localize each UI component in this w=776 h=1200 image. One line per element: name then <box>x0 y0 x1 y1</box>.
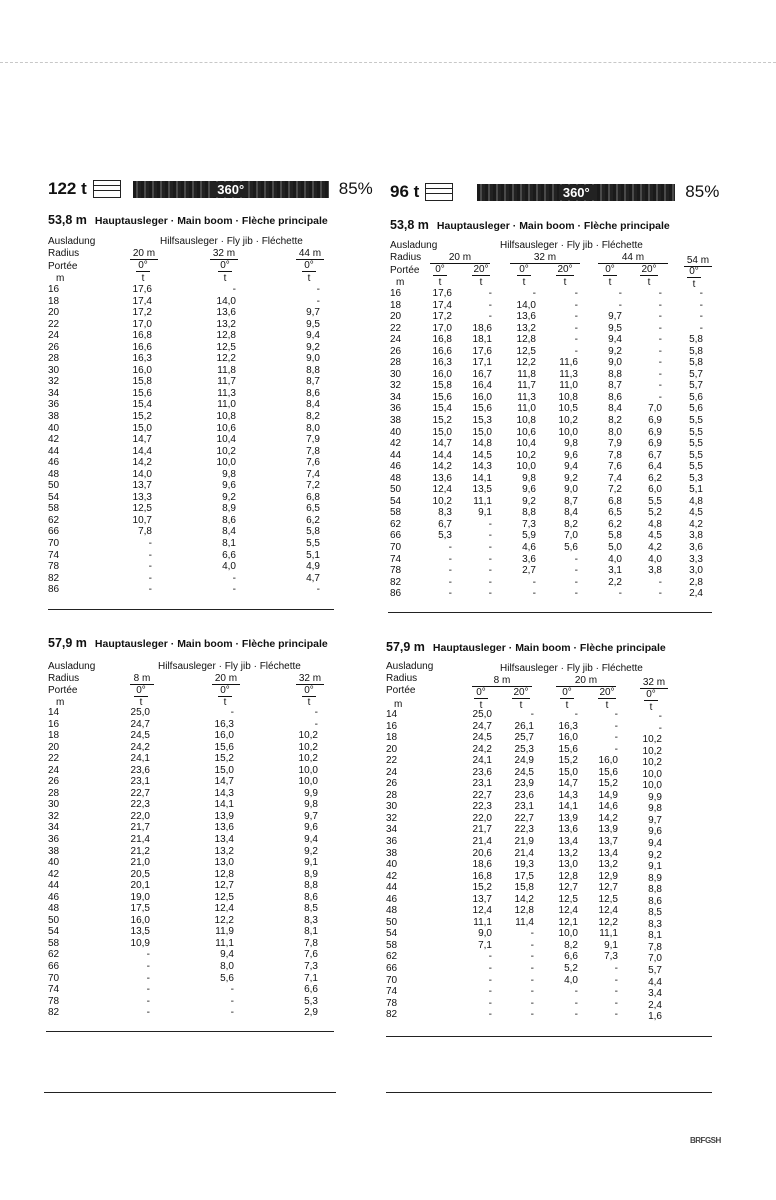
capacity-column: - 14,0 13,6 13,2 12,8 12,5 12,2 11,8 11,7 11,3 11,0 10,8 10,6 10,4 10,2 10,0 9,8 9,6 9,2 8,9 8,6 8,4 8,1 6,6 4,0 - - <box>216 284 236 596</box>
label-portee: Portée <box>48 685 78 696</box>
jib-angle: 0° <box>136 260 150 272</box>
fly-jib-heading: Hilfsausleger · Fly jib · Fléchette <box>500 663 643 674</box>
unit-t: t <box>565 700 569 711</box>
jib-angle: 20° <box>599 687 615 698</box>
footer-rule <box>386 1092 712 1093</box>
label-radius: Radius <box>386 673 418 684</box>
counterweight-percent: 85% <box>338 179 373 198</box>
label-ausladung: Ausladung <box>48 236 96 247</box>
table-title <box>386 640 666 654</box>
jib-angle: 0° <box>517 264 531 276</box>
label-unit-m: m <box>394 699 403 710</box>
fly-jib-heading: Hilfsausleger · Fly jib · Fléchette <box>158 661 301 672</box>
capacity-column: - - 9,7 9,5 9,4 9,2 9,0 8,8 8,7 8,6 8,4 8,2 8,0 7,9 7,8 7,6 7,4 7,2 6,8 6,5 6,2 5,8 5,5 5,1 4,9 4,7 - <box>306 284 320 596</box>
unit-t: t <box>438 277 442 288</box>
capacity-column: - 16,3 16,0 15,6 15,2 15,0 14,7 14,3 14,1 13,9 13,6 13,4 13,2 13,0 12,8 12,7 12,5 12,4 12,2 11,9 11,1 9,4 8,0 5,6 - - - <box>214 707 234 1019</box>
unit-t: t <box>522 277 526 288</box>
capacity-column: - - 10,2 10,2 10,2 10,0 10,0 9,9 9,8 9,7 9,6 9,4 9,2 9,1 8,9 8,8 8,6 8,5 8,3 8,1 7,8 7,0 5,7 4,4 3,4 2,4 1,6 <box>642 711 662 1023</box>
outrigger-icon <box>425 183 453 201</box>
unit-t: t <box>649 702 653 713</box>
jib-angle: 20° <box>557 264 573 275</box>
boom-description: Hauptausleger · Main boom · Flèche principale <box>94 638 328 650</box>
load-capacity: 122 t <box>48 179 87 198</box>
jib-length: 54 m <box>684 255 712 267</box>
radius-column: 14 16 18 20 22 24 26 28 30 32 34 36 38 40 42 44 46 48 50 54 58 62 66 70 74 78 82 <box>386 709 398 1021</box>
jib-angle: 0° <box>644 689 658 701</box>
load-capacity: 96 t <box>390 182 420 201</box>
footer-mark: BRFGSH <box>690 1136 721 1145</box>
jib-angle: 20° <box>473 264 489 275</box>
capacity-column: 17,6 17,4 17,2 17,0 16,8 16,6 16,3 16,0 15,8 15,6 15,4 15,2 15,0 14,7 14,4 14,2 14,0 13,7 13,3 12,5 10,7 7,8 - - - - - <box>132 284 152 596</box>
jib-length: 8 m <box>472 675 532 687</box>
unit-t: t <box>307 697 311 708</box>
unit-t: t <box>139 697 143 708</box>
jib-length: 32 m <box>210 248 238 260</box>
capacity-column: - 26,1 25,7 25,3 24,9 24,5 23,9 23,6 23,1 22,7 22,3 21,9 21,4 19,3 17,5 15,8 14,2 12,8 11,4 - - - - - - - - <box>514 709 534 1021</box>
capacity-column: - - 9,7 9,5 9,4 9,2 9,0 8,8 8,7 8,6 8,4 8,2 8,0 7,9 7,8 7,6 7,4 7,2 6,8 6,5 6,2 5,8 5,0 4,0 3,1 2,2 - <box>608 288 622 600</box>
capacity-column: - - - - - - 11,6 11,3 11,0 10,8 10,5 10,2 10,0 9,8 9,6 9,4 9,2 9,0 8,7 8,4 8,2 7,0 5,6 - - - - <box>558 288 578 600</box>
counterweight-percent: 85% <box>685 182 720 201</box>
unit-t: t <box>479 277 483 288</box>
label-unit-m: m <box>56 697 65 708</box>
table-bottom-rule <box>388 612 712 613</box>
unit-t: t <box>519 700 523 711</box>
jib-angle: 20° <box>513 687 529 698</box>
capacity-column: - - - - 16,0 15,6 15,2 14,9 14,6 14,2 13,9 13,7 13,4 13,2 12,9 12,7 12,5 12,4 12,2 11,1 9,1 7,3 - - - - - <box>598 709 618 1021</box>
header-right <box>390 179 719 205</box>
table-bottom-rule <box>386 1036 712 1037</box>
unit-t: t <box>692 279 696 290</box>
table-title <box>48 213 328 227</box>
capacity-column: - 16,3 16,0 15,6 15,2 15,0 14,7 14,3 14,1 13,9 13,6 13,4 13,2 13,0 12,8 12,7 12,5 12,4 12,1 10,0 8,2 6,6 5,2 4,0 - - - <box>558 709 578 1021</box>
capacity-column: - - - 18,6 18,1 17,6 17,1 16,7 16,4 16,0 15,6 15,3 15,0 14,8 14,5 14,3 14,1 13,5 11,1 9,1 - - - - - - - <box>472 288 492 600</box>
table-bottom-rule <box>48 609 334 610</box>
capacity-column: - - 10,2 10,2 10,2 10,0 10,0 9,9 9,8 9,7 9,6 9,4 9,2 9,1 8,9 8,8 8,6 8,5 8,3 8,1 7,8 7,6 7,3 7,1 6,6 5,3 2,9 <box>298 707 318 1019</box>
label-portee: Portée <box>386 685 416 696</box>
jib-length: 32 m <box>640 677 668 689</box>
boom-description: Hauptausleger · Main boom · Flèche principale <box>432 642 666 654</box>
radius-column: 16 18 20 22 24 26 28 30 32 34 36 38 40 42 44 46 48 50 54 58 62 66 70 74 78 82 86 <box>390 288 402 600</box>
unit-t: t <box>223 273 227 284</box>
jib-length: 32 m <box>296 673 324 685</box>
label-unit-m: m <box>396 277 405 288</box>
top-rule <box>0 62 776 63</box>
jib-length: 44 m <box>296 248 324 260</box>
boom-length: 53,8 m <box>390 218 429 232</box>
label-ausladung: Ausladung <box>390 240 438 251</box>
table-title <box>390 218 670 232</box>
boom-length: 53,8 m <box>48 213 87 227</box>
jib-angle: 0° <box>302 685 316 697</box>
jib-length: 32 m <box>510 252 580 264</box>
label-radius: Radius <box>48 673 80 684</box>
boom-description: Hauptausleger · Main boom · Flèche principale <box>94 215 328 227</box>
unit-t: t <box>605 700 609 711</box>
slew-label: 360° <box>213 182 248 197</box>
slew-range-bar <box>477 184 675 201</box>
jib-length: 44 m <box>598 252 668 264</box>
label-ausladung: Ausladung <box>386 661 434 672</box>
jib-length: 20 m <box>130 248 158 260</box>
capacity-column: - - - - - - - - - - 7,0 6,9 6,9 6,9 6,7 6,4 6,2 6,0 5,5 5,2 4,8 4,5 4,2 4,0 3,8 - - <box>648 288 662 600</box>
unit-t: t <box>479 700 483 711</box>
radius-column: 14 16 18 20 22 24 26 28 30 32 34 36 38 40 42 44 46 48 50 54 58 62 66 70 74 78 82 <box>48 707 60 1019</box>
capacity-column: 17,6 17,4 17,2 17,0 16,8 16,6 16,3 16,0 15,8 15,6 15,4 15,2 15,0 14,7 14,4 14,2 13,6 12,4 10,2 8,3 6,7 5,3 - - - - - <box>432 288 452 600</box>
slew-range-bar <box>133 181 329 198</box>
jib-length: 20 m <box>556 675 616 687</box>
table-title <box>48 636 328 650</box>
boom-length: 57,9 m <box>48 636 87 650</box>
unit-t: t <box>563 277 567 288</box>
jib-length: 20 m <box>430 252 490 264</box>
jib-angle: 0° <box>218 685 232 697</box>
jib-angle: 0° <box>433 264 447 276</box>
slew-label: 360° <box>559 185 594 200</box>
boom-description: Hauptausleger · Main boom · Flèche principale <box>436 220 670 232</box>
header-left <box>48 176 373 202</box>
boom-length: 57,9 m <box>386 640 425 654</box>
outrigger-icon <box>93 180 121 198</box>
jib-angle: 20° <box>641 264 657 275</box>
jib-angle: 0° <box>603 264 617 276</box>
jib-angle: 0° <box>560 687 574 699</box>
jib-angle: 0° <box>687 266 701 278</box>
capacity-column: - 14,0 13,6 13,2 12,8 12,5 12,2 11,8 11,7 11,3 11,0 10,8 10,6 10,4 10,2 10,0 9,8 9,6 9,2 8,8 7,3 5,9 4,6 3,6 2,7 - - <box>516 288 536 600</box>
capacity-column: 25,0 24,7 24,5 24,2 24,1 23,6 23,1 22,7 22,3 22,0 21,7 21,4 21,2 21,0 20,5 20,1 19,0 17,5 16,0 13,5 10,9 - - - - - - <box>130 707 150 1019</box>
label-portee: Portée <box>48 261 78 272</box>
unit-t: t <box>647 277 651 288</box>
label-radius: Radius <box>390 252 422 263</box>
footer-rule <box>44 1092 336 1093</box>
capacity-column: - - - - 5,8 5,8 5,8 5,7 5,7 5,6 5,6 5,5 5,5 5,5 5,5 5,5 5,3 5,1 4,8 4,5 4,2 3,8 3,6 3,3 3,0 2,8 2,4 <box>689 288 703 600</box>
unit-t: t <box>223 697 227 708</box>
jib-length: 20 m <box>212 673 240 685</box>
label-radius: Radius <box>48 248 80 259</box>
radius-column: 16 18 20 22 24 26 28 30 32 34 36 38 40 42 44 46 48 50 54 58 62 66 70 74 78 82 86 <box>48 284 60 596</box>
label-ausladung: Ausladung <box>48 661 96 672</box>
fly-jib-heading: Hilfsausleger · Fly jib · Fléchette <box>160 236 303 247</box>
fly-jib-heading: Hilfsausleger · Fly jib · Fléchette <box>500 240 643 251</box>
label-unit-m: m <box>56 273 65 284</box>
unit-t: t <box>608 277 612 288</box>
label-portee: Portée <box>390 265 420 276</box>
jib-angle: 0° <box>134 685 148 697</box>
capacity-column: 25,0 24,7 24,5 24,2 24,1 23,6 23,1 22,7 22,3 22,0 21,7 21,4 20,6 18,6 16,8 15,2 13,7 12,4 11,1 9,0 7,1 - - - - - - <box>472 709 492 1021</box>
unit-t: t <box>307 273 311 284</box>
jib-length: 8 m <box>130 673 154 685</box>
table-bottom-rule <box>46 1031 334 1032</box>
jib-angle: 0° <box>302 260 316 272</box>
jib-angle: 0° <box>474 687 488 699</box>
jib-angle: 0° <box>218 260 232 272</box>
unit-t: t <box>141 273 145 284</box>
